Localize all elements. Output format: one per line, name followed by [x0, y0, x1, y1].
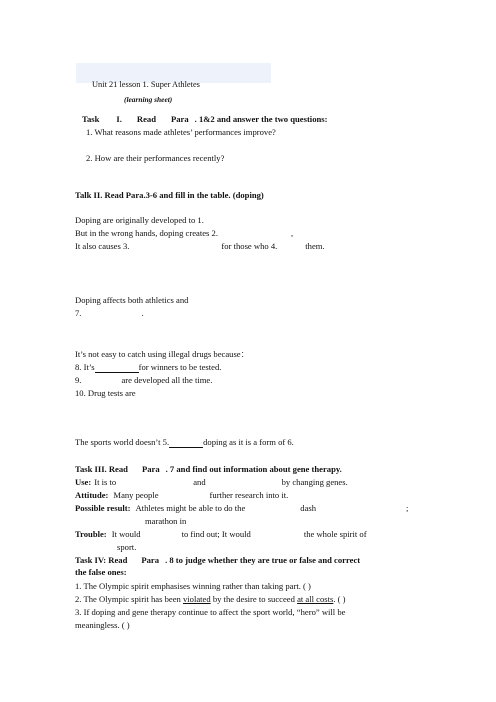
task3-trouble-label: Trouble:	[75, 529, 107, 539]
task3-use-c: by changing genes.	[281, 477, 348, 487]
task3-use-label: Use:	[75, 477, 92, 487]
task3-heading-para: Para	[141, 464, 160, 474]
task2-line-7	[75, 362, 221, 373]
task4-s2-violated: violated	[182, 594, 211, 604]
task4-heading-para: Para	[141, 555, 160, 565]
task3-trouble	[75, 529, 367, 540]
task2-line-2	[75, 228, 293, 239]
task4-s2-c: by the desire to succeed	[212, 594, 295, 604]
task4-statement-3-line-2: meaningless. ( )	[75, 620, 130, 630]
task2-line-3	[75, 241, 325, 252]
task2-line-2-text: But in the wrong hands, doping creates 2.	[75, 228, 218, 238]
task2-line-8	[75, 375, 212, 386]
task3-result-b: dash	[300, 503, 317, 513]
task3-attitude-label: Attitude:	[75, 490, 109, 500]
task3-result-c: ;	[406, 503, 409, 513]
task2-line-3-mid: for those who 4.	[221, 241, 278, 251]
task4-s2-a: 2. The Olympic spirit has been	[75, 594, 181, 604]
task1-question-2: 2. How are their performances recently?	[86, 153, 225, 163]
task2-line-5-dot: .	[141, 308, 144, 318]
task2-line-5-num: 7.	[75, 308, 82, 318]
task3-attitude-b: further research into it.	[209, 490, 289, 500]
task3-heading	[75, 464, 342, 475]
blank-5[interactable]	[169, 438, 203, 448]
task2-heading: Talk II. Read Para.3-6 and fill in the table. (doping)	[75, 190, 264, 200]
task3-trouble-b: to find out; It would	[181, 529, 251, 539]
task3-heading-read: Task III. Read	[75, 464, 128, 474]
task3-trouble-c: the whole spirit of	[303, 529, 367, 539]
task2-line-8-rest: are developed all the time.	[121, 375, 213, 385]
task2-line-7-text: 8. It’s	[75, 362, 95, 372]
page-title: Unit 21 lesson 1. Super Athletes	[92, 80, 200, 89]
task1-heading-para: Para	[170, 114, 189, 124]
blank-8[interactable]	[95, 363, 139, 373]
task1-heading-task: Task	[82, 114, 100, 124]
task2-line-7-rest: for winners to be tested.	[138, 362, 222, 372]
task2-line-6: It’s not easy to catch using illegal drugs because：	[75, 349, 250, 359]
task4-statement-2	[75, 594, 346, 605]
task1-heading	[82, 114, 327, 125]
task3-trouble-a: It would	[111, 529, 141, 539]
task3-use-b: and	[193, 477, 206, 487]
task2-line-3-end: them.	[305, 241, 325, 251]
task1-heading-read: Read	[136, 114, 156, 124]
task2-line-10	[75, 437, 294, 448]
task3-attitude	[75, 490, 288, 501]
task3-result-label: Possible result:	[75, 503, 131, 513]
task2-line-9: 10. Drug tests are	[75, 388, 136, 398]
task2-line-3-text: It also causes 3.	[75, 241, 130, 251]
task4-statement-3: 3. If doping and gene therapy continue to affect the sport world, “hero” will be	[75, 607, 346, 617]
task2-line-5	[75, 308, 144, 319]
task3-trouble-line-2: sport.	[117, 542, 137, 552]
task2-line-8-num: 9.	[75, 375, 82, 385]
task3-result-a: Athletes might be able to do the	[135, 503, 246, 513]
task3-result-line-2: marathon in	[145, 516, 187, 526]
task4-heading-rest: . 8 to judge whether they are true or false and correct	[165, 555, 361, 565]
task3-use-a: It is to	[94, 477, 117, 487]
task2-line-10-rest: doping as it is a form of 6.	[203, 437, 294, 447]
task3-result	[75, 503, 408, 514]
task2-line-1: Doping are originally developed to 1.	[75, 215, 204, 225]
task3-use	[75, 477, 348, 488]
task2-line-10-text: The sports world doesn’t 5.	[75, 437, 170, 447]
task3-attitude-a: Many people	[113, 490, 159, 500]
task2-line-4: Doping affects both athletics and	[75, 295, 189, 305]
task4-heading-line-2: the false ones:	[75, 567, 127, 577]
task4-heading	[75, 555, 360, 566]
task3-heading-rest: . 7 and find out information about gene therapy.	[165, 464, 342, 474]
task1-question-1: 1. What reasons made athletes’ performances improve?	[86, 127, 276, 137]
task1-heading-num: I.	[116, 114, 122, 124]
task2-line-2-comma: ,	[290, 228, 294, 238]
task4-s2-at-all-costs: at all costs	[297, 594, 334, 604]
task4-s2-end: . ( )	[333, 594, 346, 604]
task4-heading-read: Task IV: Read	[75, 555, 128, 565]
task1-heading-rest: . 1&2 and answer the two questions:	[194, 114, 328, 124]
page-subtitle: (learning sheet)	[124, 95, 173, 104]
task4-statement-1: 1. The Olympic spirit emphasises winning rather than taking part. ( )	[75, 581, 311, 591]
